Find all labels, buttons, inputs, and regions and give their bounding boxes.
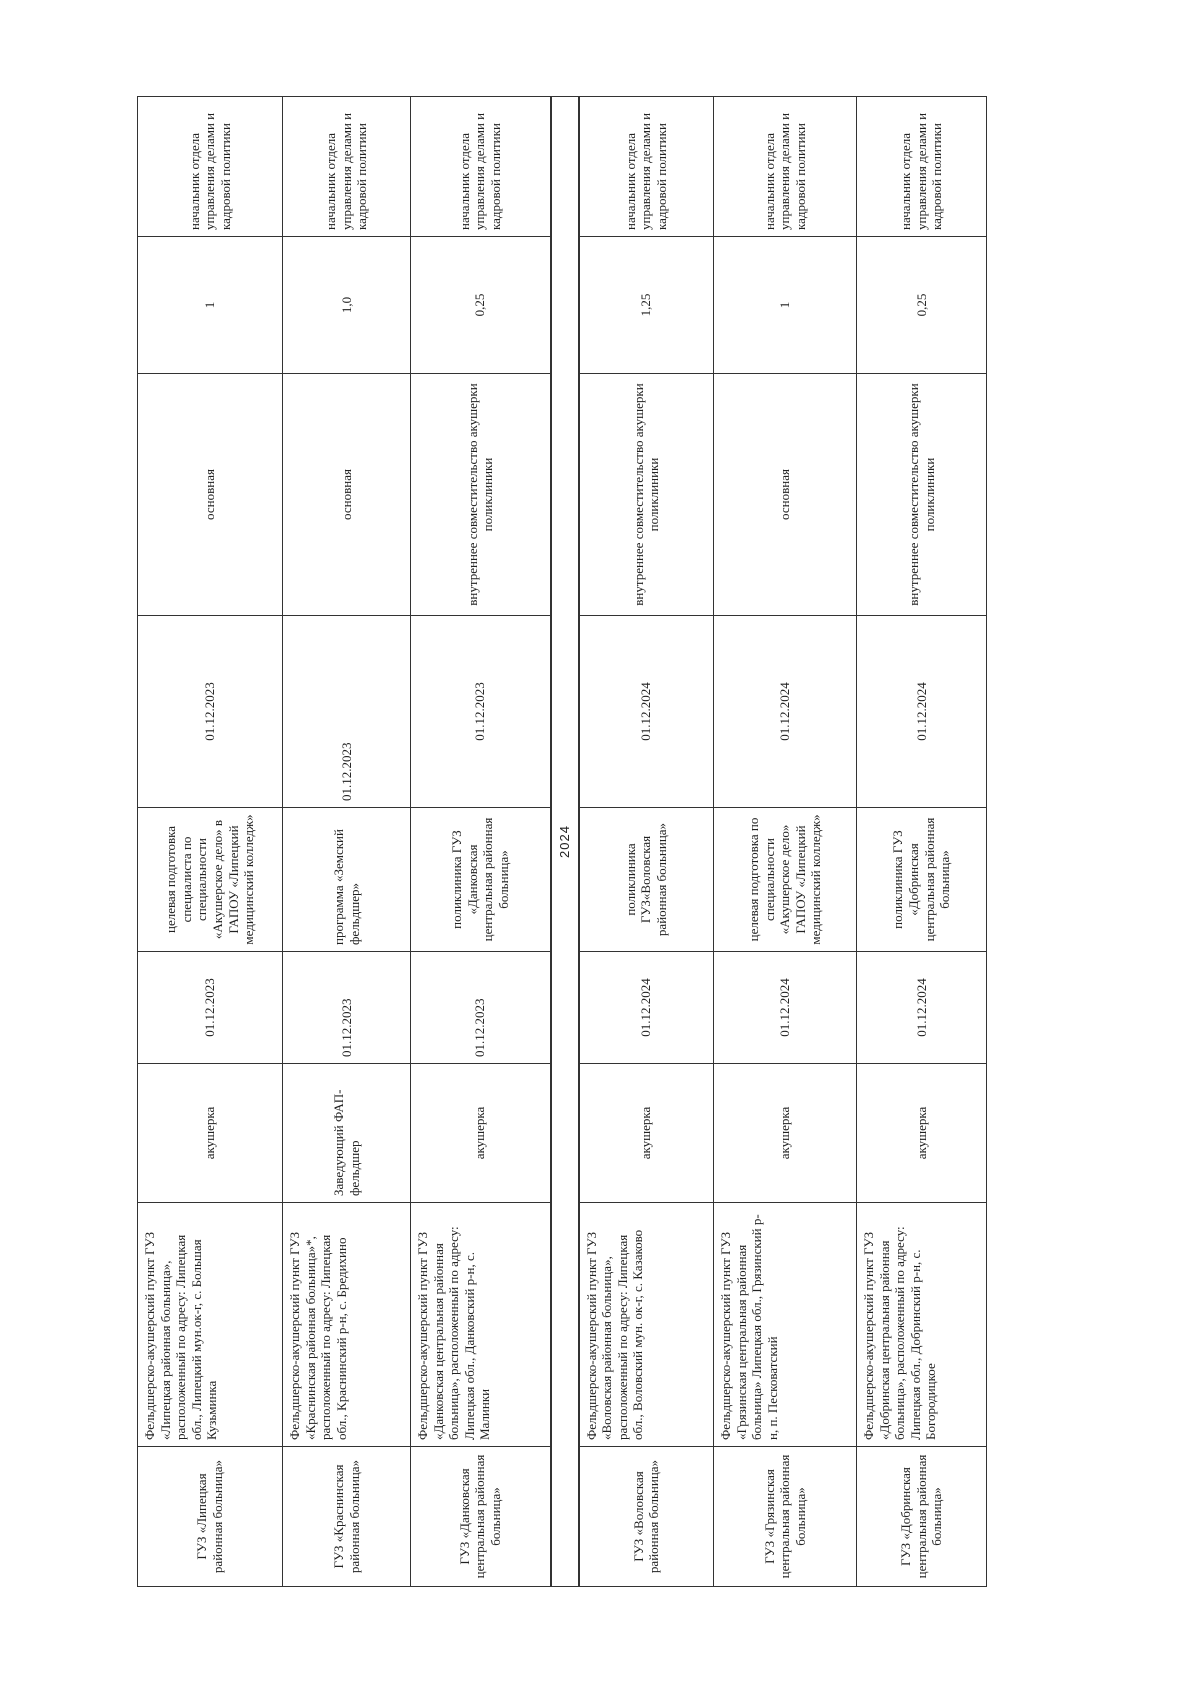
unit-address-cell: Фельдшерско-акушерский пункт ГУЗ «Липецкая районная больница», расположенный по адресу: Липецкая обл., Липецкий мун.ок-г, с. Большая Кузьминка bbox=[138, 1203, 283, 1447]
employment-kind-cell: основная bbox=[714, 374, 857, 616]
table-row bbox=[283, 97, 411, 1587]
date-cell: 01.12.2023 bbox=[411, 952, 551, 1064]
date-cell: 01.12.2023 bbox=[138, 616, 283, 808]
position-cell: акушерка bbox=[857, 1064, 987, 1203]
table-row bbox=[411, 97, 551, 1587]
position-cell: акушерка bbox=[579, 1064, 714, 1203]
date-cell: 01.12.2024 bbox=[579, 616, 714, 808]
employment-kind-cell: внутреннее совместительство акушерки поликлиники bbox=[579, 374, 714, 616]
date-cell: 01.12.2024 bbox=[714, 616, 857, 808]
position-cell: акушерка bbox=[138, 1064, 283, 1203]
position-cell: Заведующий ФАП-фельдшер bbox=[283, 1064, 411, 1203]
responsible-cell: начальник отдела управления делами и кадровой политики bbox=[857, 97, 987, 237]
basis-cell: поликлиника ГУЗ«Воловская районная больница» bbox=[579, 808, 714, 952]
date-cell: 01.12.2023 bbox=[283, 616, 411, 808]
date-cell: 01.12.2024 bbox=[857, 616, 987, 808]
table-row bbox=[714, 97, 857, 1587]
hospital-cell: ГУЗ «Данковская центральная районная больница» bbox=[411, 1447, 551, 1587]
basis-cell: целевая подготовка специалиста по специальности «Акушерское дело» в ГАПОУ «Липецкий медицинский колледж» bbox=[138, 808, 283, 952]
employment-kind-cell: внутреннее совместительство акушерки поликлиники bbox=[411, 374, 551, 616]
basis-cell: поликлиника ГУЗ «Данковская центральная районная больница» bbox=[411, 808, 551, 952]
responsible-cell: начальник отдела управления делами и кадровой политики bbox=[138, 97, 283, 237]
basis-cell: целевая подготовка по специальности «Акушерское дело» ГАПОУ «Липецкий медицинский колледж» bbox=[714, 808, 857, 952]
hospital-cell: ГУЗ «Воловская районная больница» bbox=[579, 1447, 714, 1587]
date-cell: 01.12.2023 bbox=[283, 952, 411, 1064]
employment-kind-cell: основная bbox=[283, 374, 411, 616]
date-cell: 01.12.2024 bbox=[579, 952, 714, 1064]
staffing-table bbox=[137, 96, 987, 1587]
position-cell: акушерка bbox=[411, 1064, 551, 1203]
responsible-cell: начальник отдела управления делами и кадровой политики bbox=[283, 97, 411, 237]
date-cell: 01.12.2024 bbox=[857, 952, 987, 1064]
responsible-cell: начальник отдела управления делами и кадровой политики bbox=[411, 97, 551, 237]
position-cell: акушерка bbox=[714, 1064, 857, 1203]
date-cell: 01.12.2023 bbox=[411, 616, 551, 808]
date-cell: 01.12.2024 bbox=[714, 952, 857, 1064]
year-separator-row bbox=[551, 97, 579, 1587]
rotated-table-wrapper bbox=[137, 97, 966, 1587]
hospital-cell: ГУЗ «Липецкая районная больница» bbox=[138, 1447, 283, 1587]
responsible-cell: начальник отдела управления делами и кадровой политики bbox=[714, 97, 857, 237]
table-row bbox=[579, 97, 714, 1587]
unit-address-cell: Фельдшерско-акушерский пункт ГУЗ «Данковская центральная районная больница», расположенный по адресу: Липецкая обл., Данковский р-н, с. Малинки bbox=[411, 1203, 551, 1447]
rate-cell: 0,25 bbox=[857, 237, 987, 374]
hospital-cell: ГУЗ «Краснинская районная больница» bbox=[283, 1447, 411, 1587]
unit-address-cell: Фельдшерско-акушерский пункт ГУЗ «Краснинская районная больница»*, расположенный по адресу: Липецкая обл., Краснинский р-н, с. Бредихино bbox=[283, 1203, 411, 1447]
unit-address-cell: Фельдшерско-акушерский пункт ГУЗ «Добринская центральная районная больница», расположенный по адресу: Липецкая обл., Добринский р-н, с. Богородицкое bbox=[857, 1203, 987, 1447]
rate-cell: 0,25 bbox=[411, 237, 551, 374]
employment-kind-cell: основная bbox=[138, 374, 283, 616]
rate-cell: 1,0 bbox=[283, 237, 411, 374]
rate-cell: 1,25 bbox=[579, 237, 714, 374]
table-row bbox=[857, 97, 987, 1587]
table-row bbox=[138, 97, 283, 1587]
rate-cell: 1 bbox=[138, 237, 283, 374]
hospital-cell: ГУЗ «Добринская центральная районная больница» bbox=[857, 1447, 987, 1587]
unit-address-cell: Фельдшерско-акушерский пункт ГУЗ «Грязинская центральная районная больница» Липецкая обл., Грязинский р-н, п. Песковатский bbox=[714, 1203, 857, 1447]
date-cell: 01.12.2023 bbox=[138, 952, 283, 1064]
basis-cell: поликлиника ГУЗ «Добринская центральная районная больница» bbox=[857, 808, 987, 952]
rate-cell: 1 bbox=[714, 237, 857, 374]
year-label: 2024 bbox=[551, 97, 579, 1587]
hospital-cell: ГУЗ «Грязинская центральная районная больница» bbox=[714, 1447, 857, 1587]
unit-address-cell: Фельдшерско-акушерский пункт ГУЗ «Воловская районная больница», расположенный по адресу: Липецкая обл., Воловский мун. ок-г, с. Казаково bbox=[579, 1203, 714, 1447]
responsible-cell: начальник отдела управления делами и кадровой политики bbox=[579, 97, 714, 237]
employment-kind-cell: внутреннее совместительство акушерки поликлиники bbox=[857, 374, 987, 616]
basis-cell: программа «Земский фельдшер» bbox=[283, 808, 411, 952]
